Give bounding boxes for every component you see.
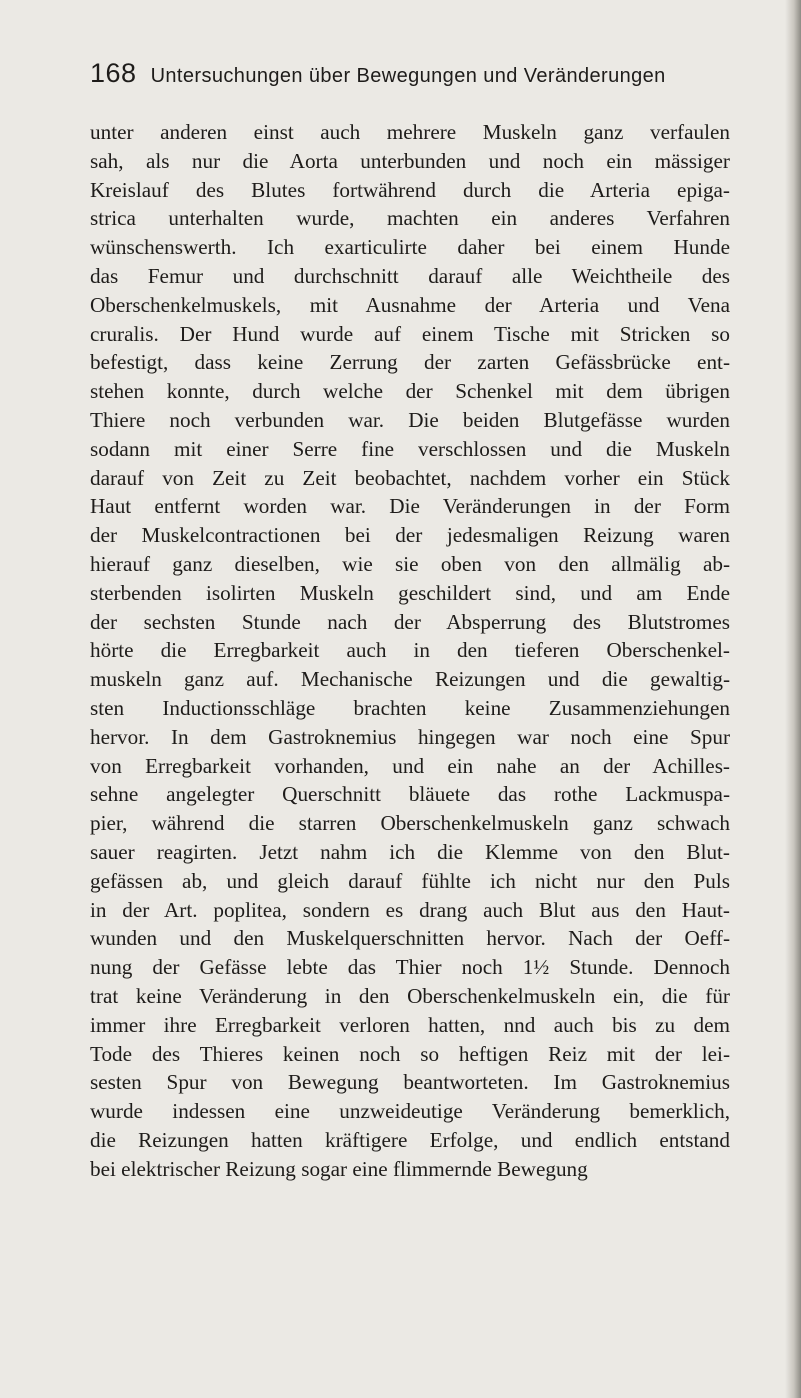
page-number: 168 — [90, 58, 137, 88]
page-edge-shadow — [785, 0, 801, 1398]
text-line: sodann mit einer Serre fine verschlossen und die Muskeln — [90, 436, 730, 461]
text-line: hervor. In dem Gastroknemius hingegen war noch eine Spur — [90, 724, 730, 749]
text-line: Thiere noch verbunden war. Die beiden Blutgefässe wurden — [90, 407, 730, 432]
text-line: sterbenden isolirten Muskeln geschildert sind, und am Ende — [90, 580, 730, 605]
text-line: sah, als nur die Aorta unterbunden und noch ein mässiger — [90, 148, 730, 173]
text-line: in der Art. poplitea, sondern es drang auch Blut aus den Haut- — [90, 897, 730, 922]
text-line: hörte die Erregbarkeit auch in den tieferen Oberschenkel- — [90, 638, 730, 663]
text-line: wunden und den Muskelquerschnitten hervor. Nach der Oeff- — [90, 926, 730, 951]
text-line: hierauf ganz dieselben, wie sie oben von den allmälig ab- — [90, 551, 730, 576]
text-line: stehen konnte, durch welche der Schenkel mit dem übrigen — [90, 379, 730, 404]
text-line: sten Inductionsschläge brachten keine Zusammenziehungen — [90, 695, 730, 720]
text-line: Oberschenkelmuskels, mit Ausnahme der Arteria und Vena — [90, 292, 730, 317]
text-line: befestigt, dass keine Zerrung der zarten Gefässbrücke ent- — [90, 350, 730, 375]
text-line: von Erregbarkeit vorhanden, und ein nahe an der Achilles- — [90, 753, 730, 778]
running-title: Untersuchungen über Bewegungen und Veränderungen — [150, 65, 666, 87]
text-line: gefässen ab, und gleich darauf fühlte ich nicht nur den Puls — [90, 868, 730, 893]
text-line: nung der Gefässe lebte das Thier noch 1½ Stunde. Dennoch — [90, 955, 730, 980]
text-line: das Femur und durchschnitt darauf alle Weichtheile des — [90, 263, 730, 288]
text-line: wurde indessen eine unzweideutige Veränderung bemerklich, — [90, 1099, 730, 1124]
text-line: sesten Spur von Bewegung beantworteten. Im Gastroknemius — [90, 1070, 730, 1095]
text-line: unter anderen einst auch mehrere Muskeln ganz verfaulen — [90, 120, 730, 144]
text-line: pier, während die starren Oberschenkelmuskeln ganz schwach — [90, 811, 730, 836]
text-line: strica unterhalten wurde, machten ein anderes Verfahren — [90, 206, 730, 231]
text-line: der Muskelcontractionen bei der jedesmaligen Reizung waren — [90, 523, 730, 548]
text-line: wünschenswerth. Ich exarticulirte daher bei einem Hunde — [90, 235, 730, 260]
text-line: Haut entfernt worden war. Die Veränderungen in der Form — [90, 494, 730, 519]
text-line: der sechsten Stunde nach der Absperrung des Blutstromes — [90, 609, 730, 634]
text-line: immer ihre Erregbarkeit verloren hatten, nnd auch bis zu dem — [90, 1012, 730, 1037]
text-line: cruralis. Der Hund wurde auf einem Tische mit Stricken so — [90, 321, 730, 346]
text-line: die Reizungen hatten kräftigere Erfolge, und endlich entstand — [90, 1127, 730, 1152]
text-line: muskeln ganz auf. Mechanische Reizungen und die gewaltig- — [90, 667, 730, 692]
text-line: sehne angelegter Querschnitt bläuete das rothe Lackmuspa- — [90, 782, 730, 807]
text-line: bei elektrischer Reizung sogar eine flimmernde Bewegung — [90, 1156, 588, 1181]
text-line: trat keine Veränderung in den Oberschenkelmuskeln ein, die für — [90, 983, 730, 1008]
text-line: darauf von Zeit zu Zeit beobachtet, nachdem vorher ein Stück — [90, 465, 730, 490]
text-line: sauer reagirten. Jetzt nahm ich die Klemme von den Blut- — [90, 839, 730, 864]
page-header — [90, 58, 666, 92]
text-line: Kreislauf des Blutes fortwährend durch die Arteria epiga- — [90, 177, 730, 202]
body-text — [90, 118, 730, 1183]
text-line: Tode des Thieres keinen noch so heftigen Reiz mit der lei- — [90, 1041, 730, 1066]
